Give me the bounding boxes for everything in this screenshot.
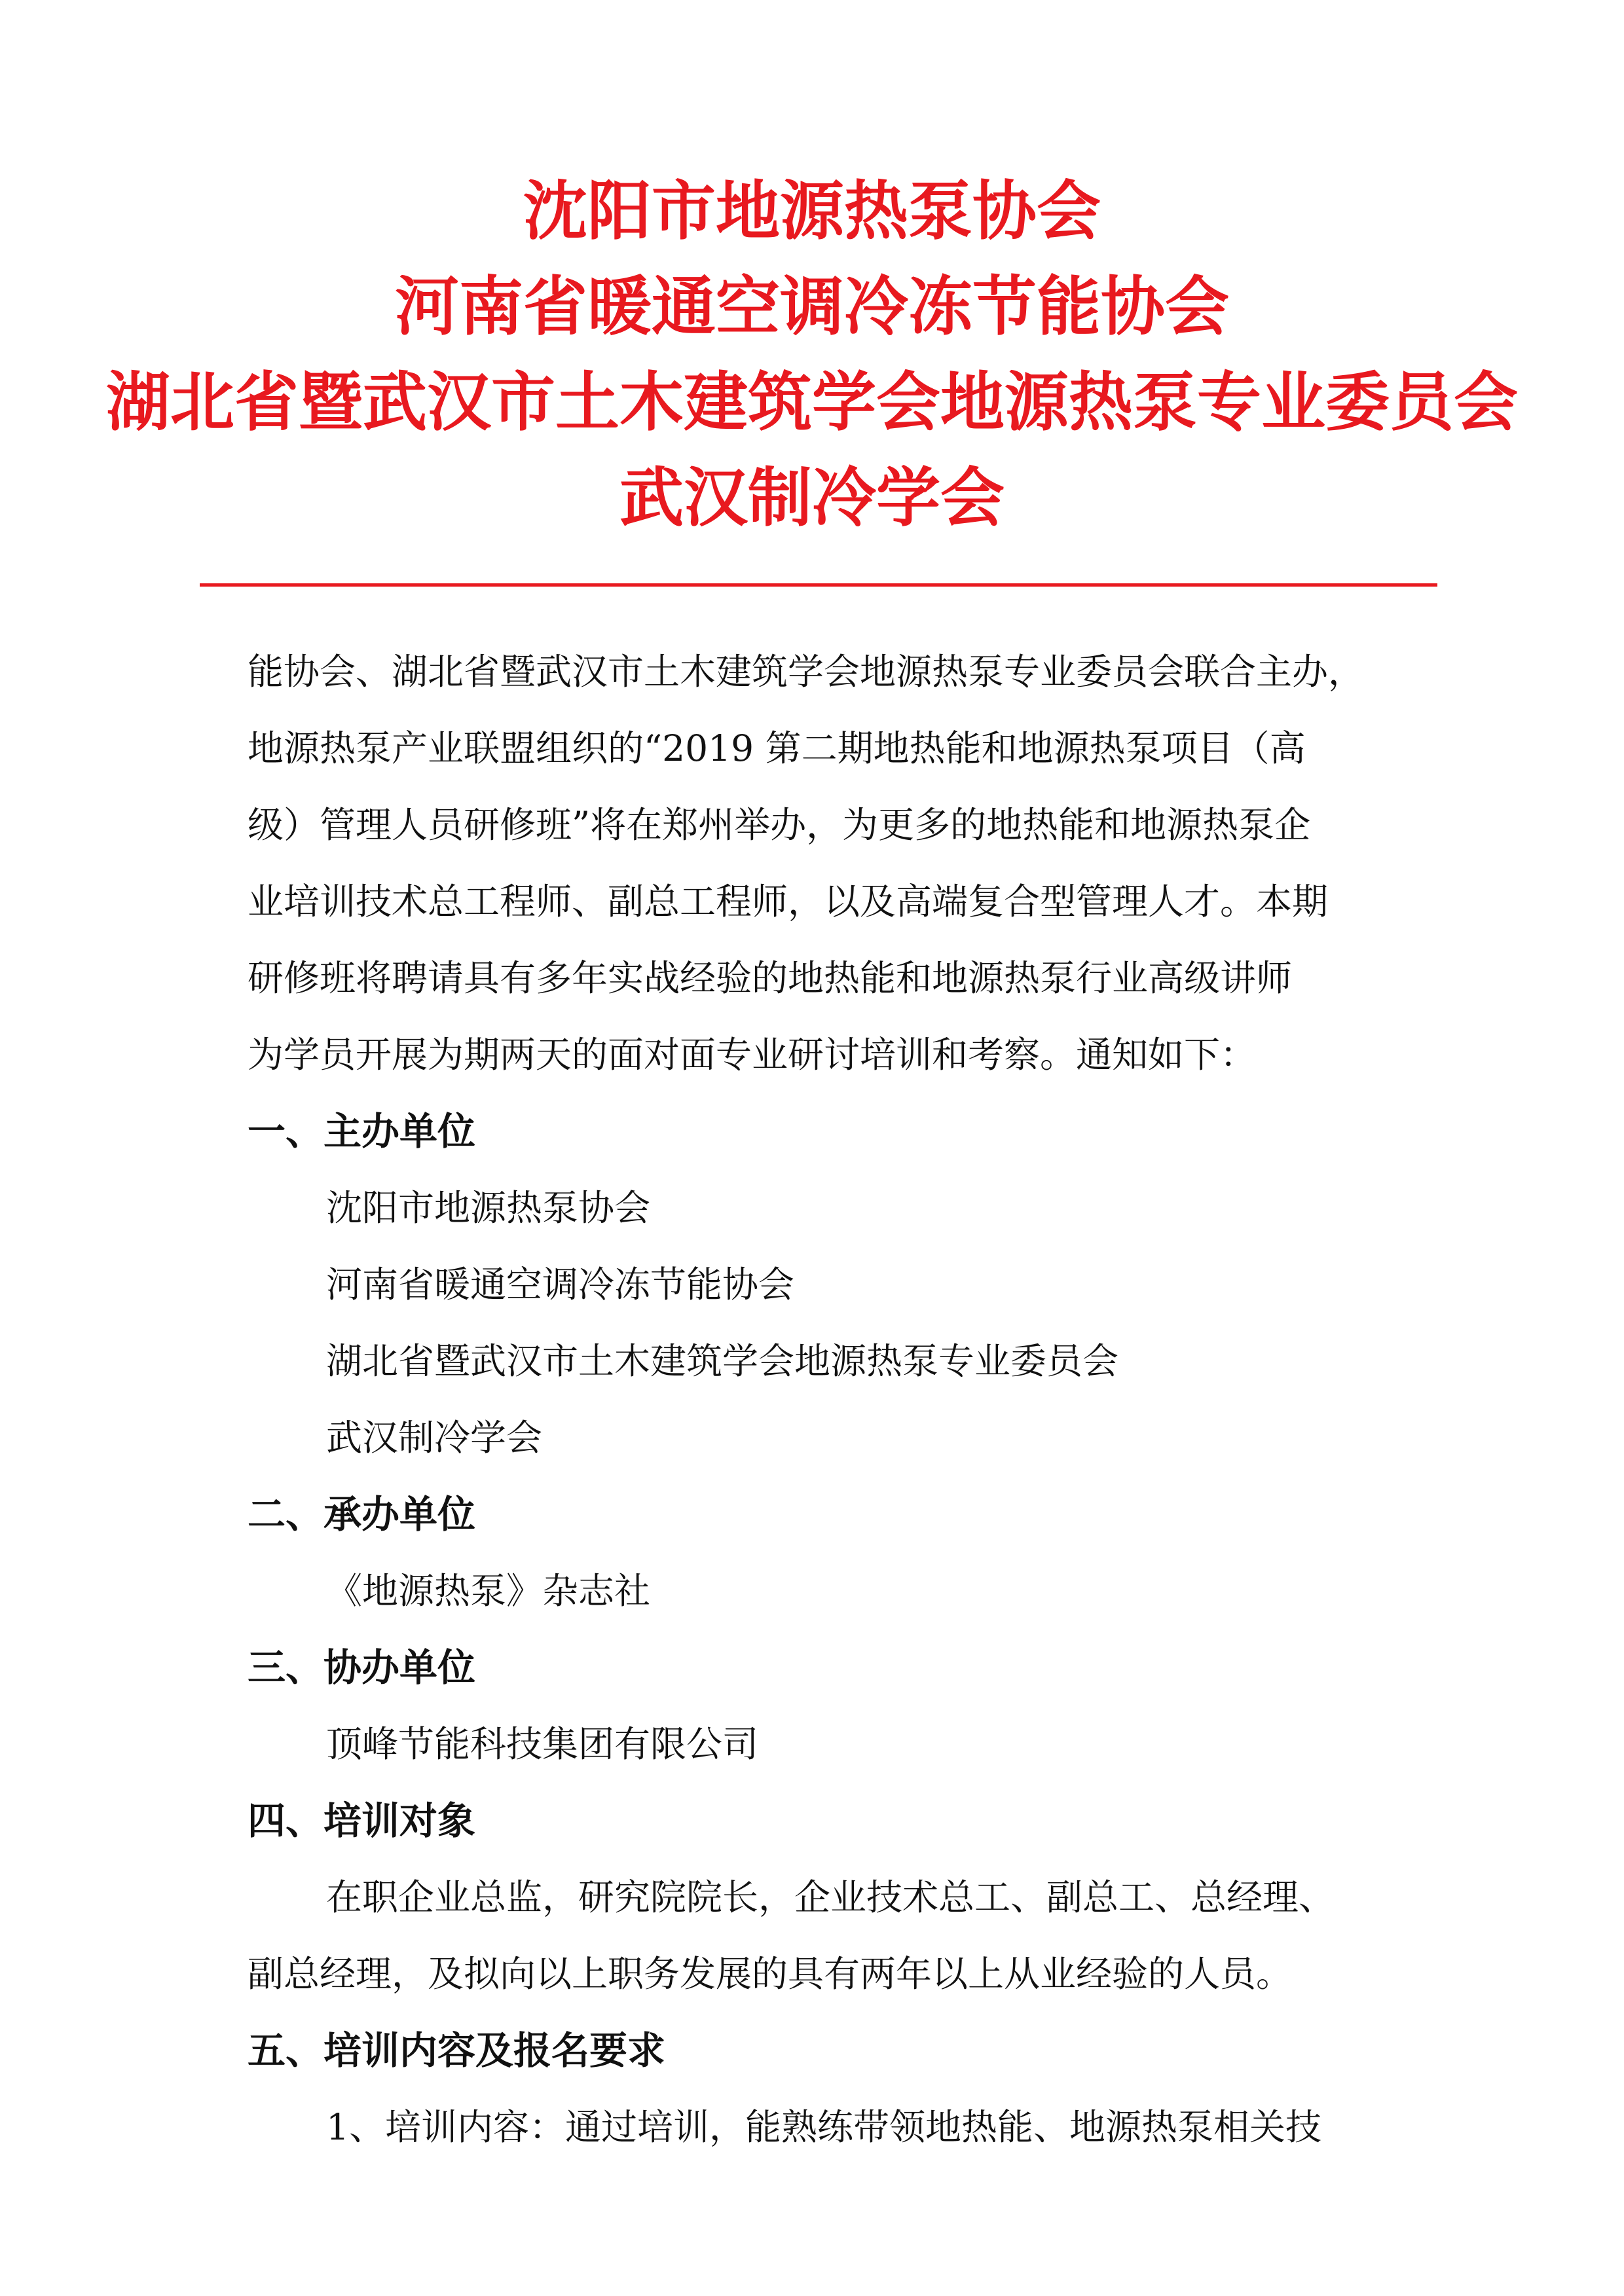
letterhead-divider bbox=[200, 583, 1437, 587]
intro-line: 级）管理人员研修班”将在郑州举办，为更多的地热能和地源热泵企 bbox=[248, 804, 1311, 846]
organizer-item: 湖北省暨武汉市土木建筑学会地源热泵专业委员会 bbox=[326, 1340, 1119, 1382]
intro-line: 地源热泵产业联盟组织的“2019 第二期地热能和地源热泵项目（高 bbox=[248, 727, 1306, 769]
section-heading-co-organizer: 三、协办单位 bbox=[248, 1645, 476, 1690]
organizer-item: 沈阳市地源热泵协会 bbox=[326, 1187, 651, 1229]
section-heading-organizers: 一、主办单位 bbox=[248, 1109, 476, 1154]
co-organizer-item: 顶峰节能科技集团有限公司 bbox=[326, 1723, 759, 1765]
organizer-title: 湖北省暨武汉市土木建筑学会地源热泵专业委员会 bbox=[105, 365, 1518, 440]
audience-line: 在职企业总监，研究院院长，企业技术总工、副总工、总经理、 bbox=[326, 1876, 1335, 1918]
organizer-title: 武汉制冷学会 bbox=[619, 460, 1005, 536]
intro-line: 为学员开展为期两天的面对面专业研讨培训和考察。通知如下： bbox=[248, 1034, 1257, 1076]
intro-line: 能协会、湖北省暨武汉市土木建筑学会地源热泵专业委员会联合主办， bbox=[248, 651, 1365, 693]
undertaker-item: 《地源热泵》杂志社 bbox=[326, 1570, 651, 1612]
organizer-title: 河南省暖通空调冷冻节能协会 bbox=[394, 269, 1229, 344]
organizer-item: 河南省暖通空调冷冻节能协会 bbox=[326, 1264, 795, 1305]
document-body bbox=[248, 634, 1387, 2166]
section-heading-audience: 四、培训对象 bbox=[248, 1798, 476, 1843]
intro-line: 研修班将聘请具有多年实战经验的地热能和地源热泵行业高级讲师 bbox=[248, 957, 1293, 999]
organizer-title: 沈阳市地源热泵协会 bbox=[523, 173, 1101, 249]
content-line: 1、培训内容：通过培训，能熟练带领地热能、地源热泵相关技 bbox=[326, 2106, 1321, 2148]
organizer-item: 武汉制冷学会 bbox=[326, 1417, 543, 1459]
intro-line: 业培训技术总工程师、副总工程师，以及高端复合型管理人才。本期 bbox=[248, 881, 1329, 922]
audience-line: 副总经理，及拟向以上职务发展的具有两年以上从业经验的人员。 bbox=[248, 1953, 1293, 1995]
section-heading-content: 五、培训内容及报名要求 bbox=[248, 2028, 666, 2073]
letterhead bbox=[0, 164, 1624, 546]
section-heading-undertaker: 二、承办单位 bbox=[248, 1492, 476, 1537]
